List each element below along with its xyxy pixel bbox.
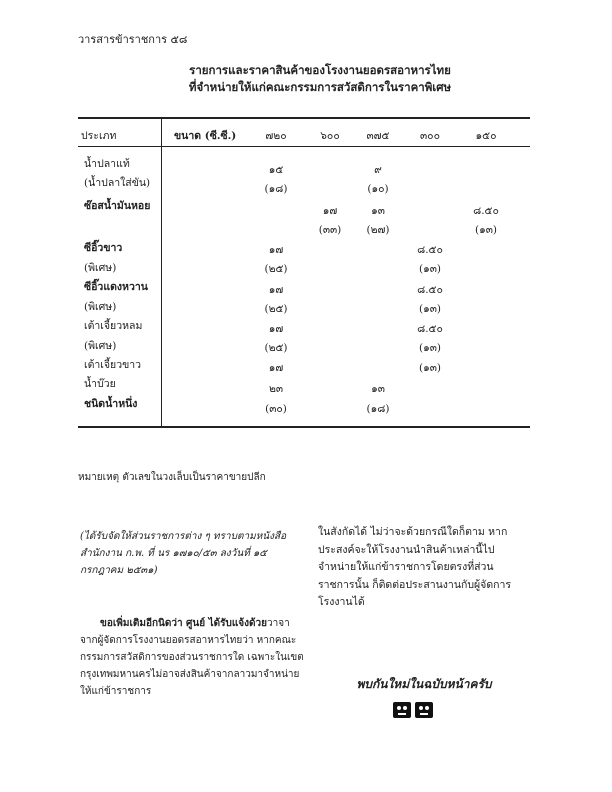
product-name: ซ๊อสน้ำมันหอย (84, 200, 151, 212)
price-cell: ๑๗ (268, 362, 284, 374)
price-cell: ๑๗ (322, 205, 338, 217)
table-header-rule (78, 146, 530, 147)
table-title-line2: ที่จำหน่ายให้แก่คณะกรรมการสวัสดิการในราคาพิเศษ (188, 80, 452, 94)
price-cell: ๑๕ (268, 164, 284, 176)
price-cell: (๑๐) (367, 183, 389, 195)
size-header-300: ๓๐๐ (420, 130, 440, 142)
price-cell: ๑๗ (268, 323, 284, 335)
type-column-header: ประเภท (81, 130, 117, 142)
price-cell: ๑๗ (268, 284, 284, 296)
size-header-720: ๗๒๐ (265, 130, 287, 142)
price-cell: (๑๓) (418, 342, 442, 354)
price-cell: ๘.๕๐ (417, 323, 443, 335)
price-cell: ๘.๕๐ (417, 284, 443, 296)
price-cell: (๒๗) (366, 224, 390, 236)
table-column-divider (161, 117, 162, 428)
signoff: พบกันใหม่ในฉบับหน้าครับ (356, 677, 492, 691)
price-cell: (๑๓) (418, 263, 442, 275)
table-bottom-rule (78, 426, 530, 428)
product-name: ซีอิ๊วขาว (84, 242, 123, 254)
size-header-600: ๖๐๐ (320, 130, 340, 142)
price-cell: (๓๐) (265, 403, 287, 415)
smiley-icon (415, 702, 433, 718)
reference-line-1: (ได้รับจัดให้ส่วนราชการต่าง ๆ ทราบตามหนังสือ (80, 531, 287, 542)
product-name: (พิเศษ) (84, 262, 117, 274)
product-name: น้ำปลาแท้ (84, 158, 130, 170)
right-body-paragraph: ในสังกัดได้ ไม่ว่าจะด้วยกรณีใดก็ตาม หากประสงค์จะให้โรงงานนำสินค้าเหล่านี้ไปจำหน่ายให้แก่ข้าราชการโดยตรงที่ส่วนราชการนั้น ก็ติดต่อประสานงานกับผู้จัดการโรงงานได้ (318, 526, 512, 608)
price-cell: ๒๓ (268, 383, 284, 395)
price-cell: (๑๓) (474, 224, 498, 236)
table-title-line1: รายการและราคาสินค้าของโรงงานยอดรสอาหารไทย (189, 63, 451, 77)
size-header-375: ๓๗๕ (366, 130, 390, 142)
product-name: (น้ำปลาใส่ขัน) (84, 177, 151, 189)
price-cell: ๘.๕๐ (473, 205, 499, 217)
price-cell: (๒๕) (264, 342, 288, 354)
product-name: (พิเศษ) (84, 340, 117, 352)
price-table (78, 117, 530, 429)
journal-header: วารสารข้าราชการ ๕๘ (78, 33, 188, 46)
left-column (80, 528, 305, 700)
smiley-icons (393, 702, 433, 718)
body-paragraph (80, 615, 305, 700)
price-cell: (๑๓) (418, 362, 442, 374)
price-cell: (๒๕) (264, 263, 288, 275)
price-cell: (๑๓) (418, 303, 442, 315)
price-cell: (๑๘) (366, 403, 390, 415)
product-name: เต้าเจี้ยวหลม (84, 320, 143, 332)
price-cell: ๙ (374, 164, 382, 176)
right-column (318, 524, 530, 612)
price-cell: ๑๗ (268, 244, 284, 256)
smiley-icon (393, 702, 411, 718)
body-lead: ขอเพิ่มเติมอีกนิดว่า ศูนย์ ได้รับแจ้งด้วย (100, 618, 267, 629)
price-cell: (๑๘) (264, 183, 288, 195)
price-cell: (๓๓) (318, 224, 342, 236)
price-cell: ๑๓ (371, 205, 385, 217)
price-cell: ๘.๕๐ (417, 244, 443, 256)
size-header-150: ๑๕๐ (475, 130, 497, 142)
table-note: หมายเหตุ ตัวเลขในวงเล็บเป็นราคาขายปลีก (78, 472, 266, 483)
price-cell: (๒๕) (264, 303, 288, 315)
size-column-header: ขนาด (ซี.ซี.) (174, 130, 237, 142)
product-name: เต้าเจี้ยวขาว (84, 359, 142, 371)
price-cell: ๑๓ (371, 383, 385, 395)
product-name: (พิเศษ) (84, 301, 117, 313)
product-name: ชนิดน้ำหนึ่ง (84, 398, 138, 410)
reference-line-3: กรกฎาคม ๒๕๓๑) (80, 565, 158, 576)
table-top-rule (78, 117, 530, 119)
reference-line-2: สำนักงาน ก.พ. ที่ นร ๑๗๑๐/๕๓ ลงวันที่ ๑๕ (80, 548, 267, 559)
product-name: ซีอิ๊วแดงหวาน (84, 281, 148, 293)
product-name: น้ำบ๊วย (84, 378, 116, 390)
table-title (120, 62, 520, 96)
body-rest: วาจาจากผู้จัดการโรงงานยอดรสอาหารไทยว่า หากคณะกรรมการสวัสดิการของส่วนราชการใด เฉพาะในเขตกรุงเทพมหานครไม่อาจส่งสินค้าจากลาวมาจำหน่ายให้แก่ข้าราชการ (80, 618, 304, 697)
